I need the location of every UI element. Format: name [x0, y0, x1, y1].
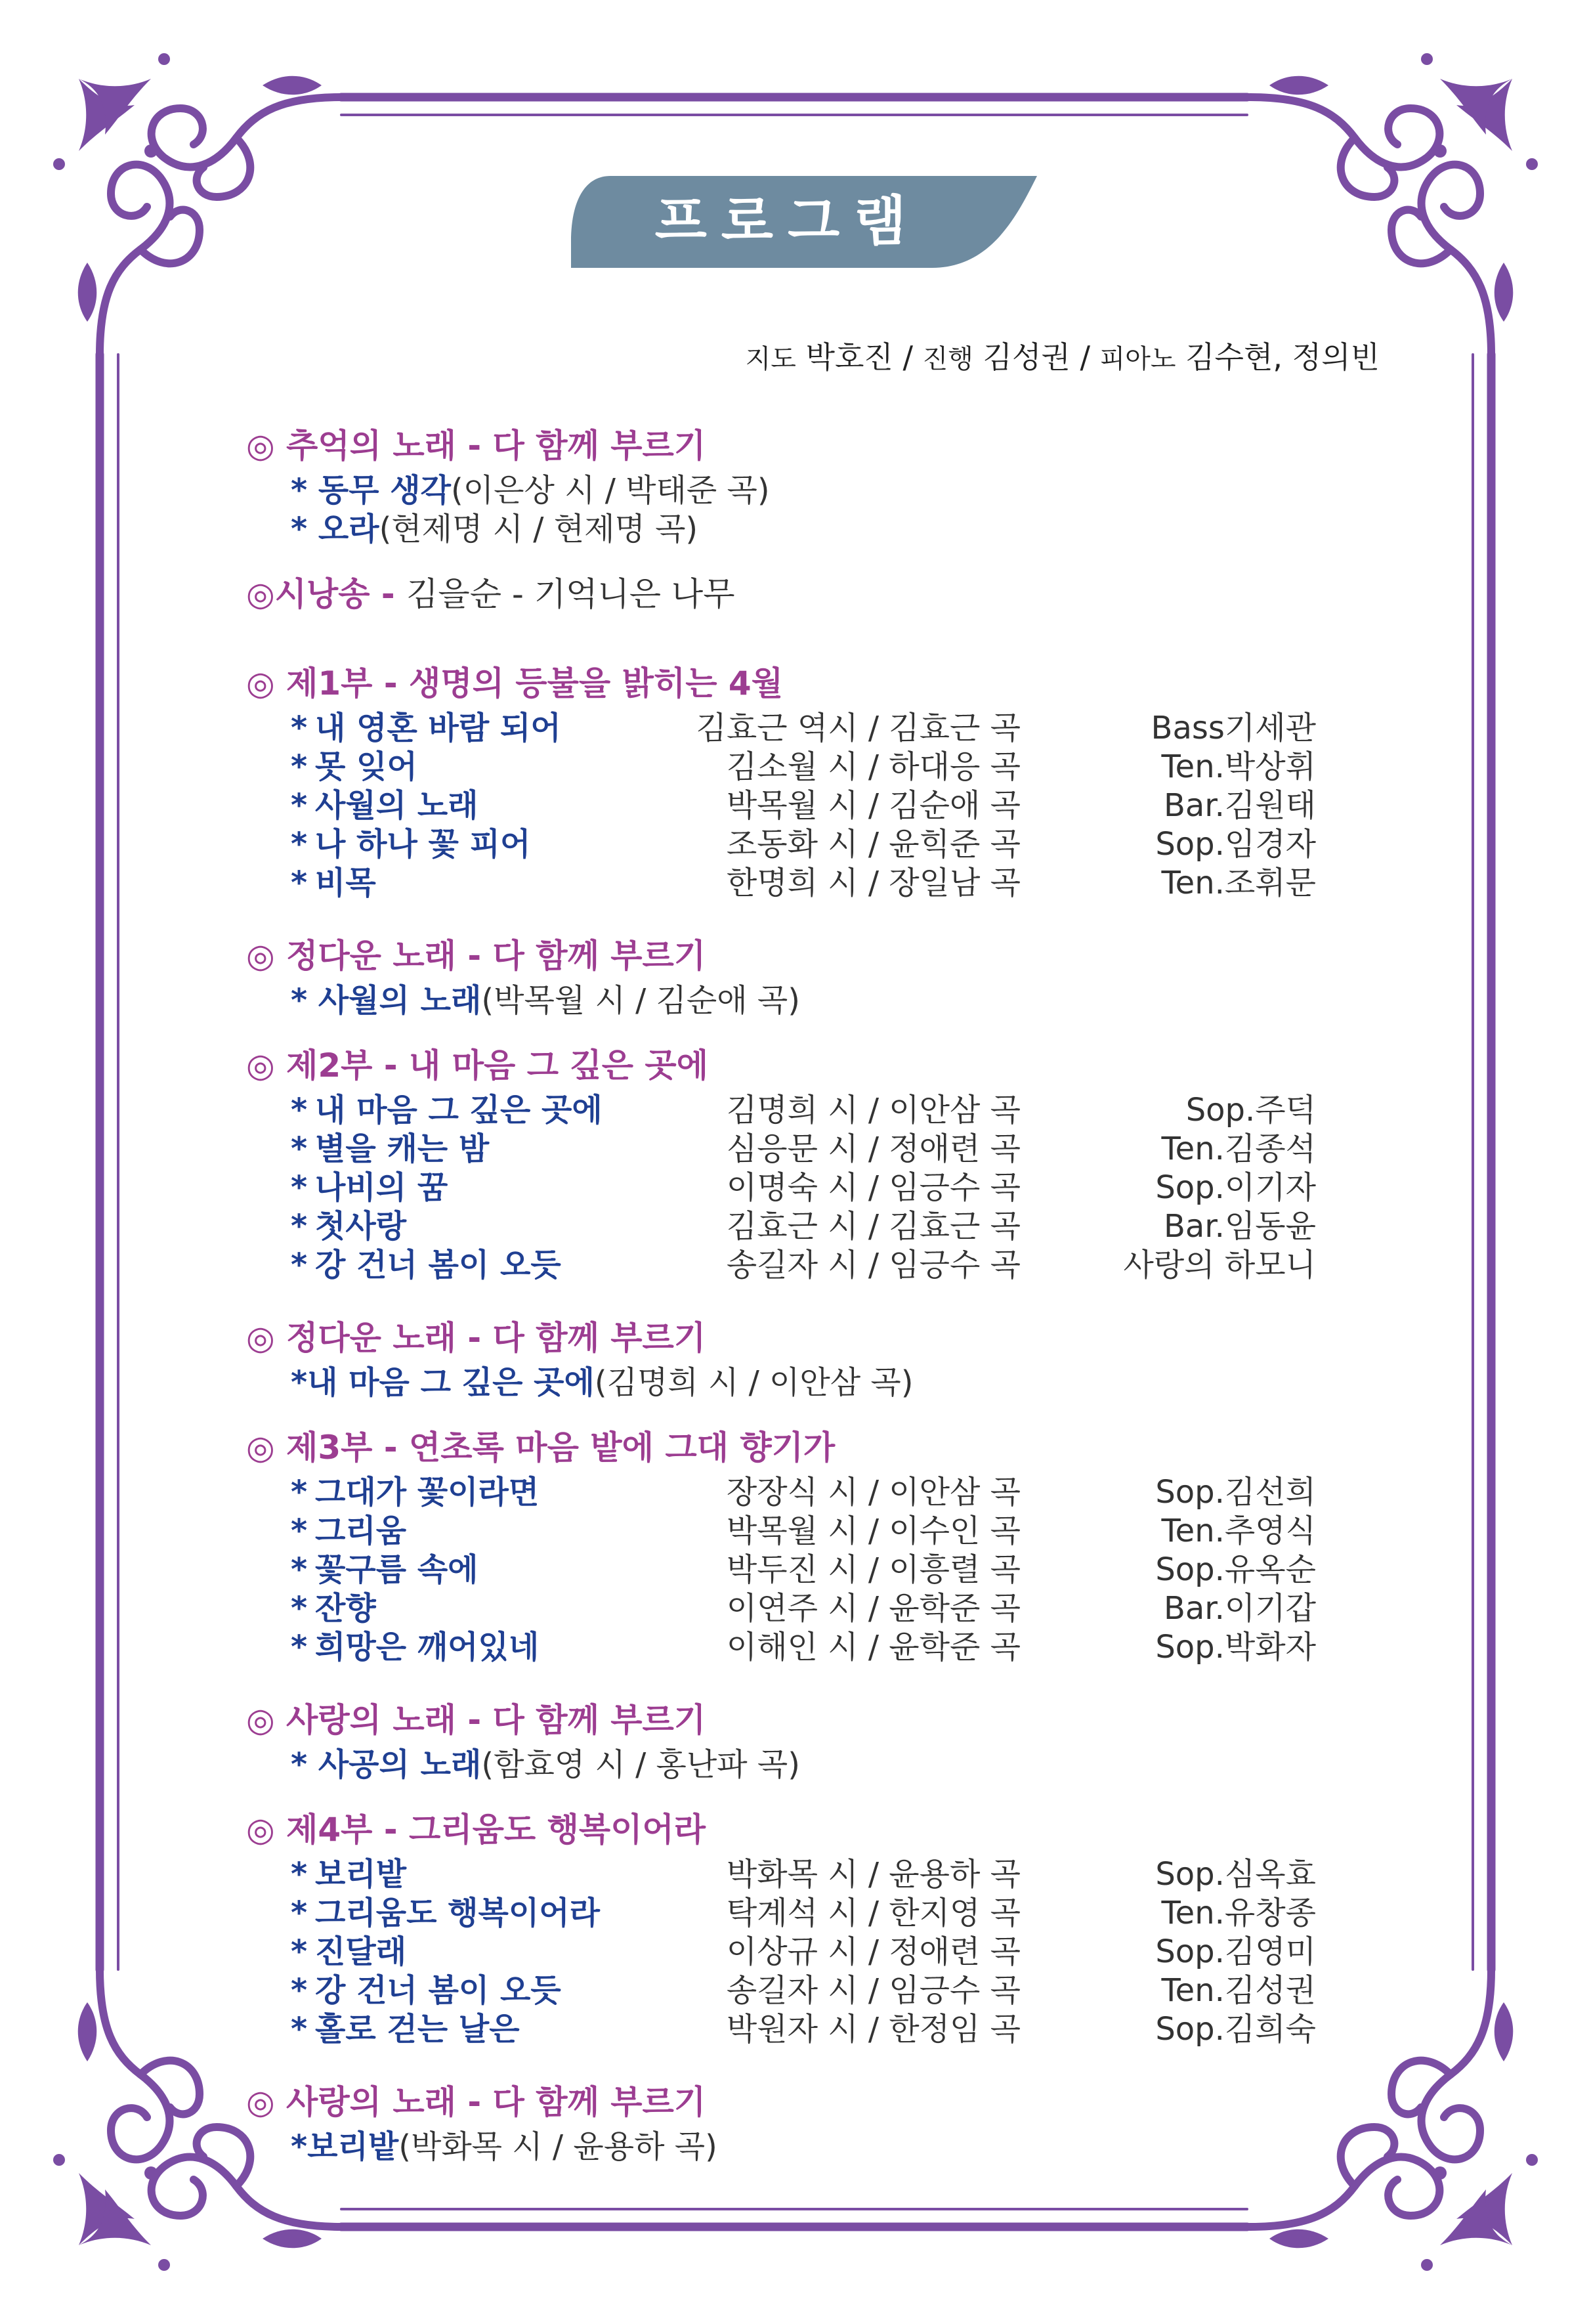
section-title-text: ◎시낭송 -	[246, 575, 395, 613]
song-name: 강 건너 봄이 오듯	[315, 1247, 561, 1283]
song-credit: 심응문 시 / 정애련 곡	[726, 1130, 1021, 1167]
section-title	[246, 569, 1362, 620]
song-credit: 송길자 시 / 임긍수 곡	[726, 1972, 1021, 2009]
song-info: (김명희 시 / 이안삼 곡)	[594, 1364, 914, 1401]
song-name: 못 잊어	[315, 748, 417, 785]
song-name: 그리움도 행복이어라	[315, 1895, 601, 1931]
song-credit: 박화목 시 / 윤용하 곡	[726, 1856, 1021, 1893]
performer: Sop.김영미	[1155, 1933, 1316, 1970]
song-credit: 이상규 시 / 정애련 곡	[726, 1933, 1021, 1970]
performer: 사랑의 하모니	[1123, 1247, 1316, 1283]
song-credit: 김효근 역시 / 김효근 곡	[696, 710, 1021, 746]
performer: Sop.김선희	[1155, 1474, 1316, 1511]
song-info: (박화목 시 / 윤용하 곡)	[398, 2128, 717, 2165]
performer: Sop.김희숙	[1155, 2011, 1316, 2048]
section-title: ◎ 제3부 - 연초록 마음 밭에 그대 향기가	[246, 1429, 836, 1467]
song-info: (이은상 시 / 박태준 곡)	[451, 472, 770, 509]
song-name: 내 마음 그 깊은 곳에	[315, 1092, 603, 1129]
performer: Sop.임경자	[1155, 826, 1316, 863]
singalong-song	[246, 981, 1362, 1020]
section-title: ◎ 추억의 노래 - 다 함께 부르기	[246, 427, 706, 465]
song-name: 희망은 깨어있네	[315, 1629, 540, 1666]
section-title: ◎ 제1부 - 생명의 등불을 밝히는 4월	[246, 664, 784, 702]
song-row: * 홀로 걷는 날은 박원자 시 / 한정임 곡 Sop.김희숙	[291, 2011, 1316, 2048]
page-title: 프로그램	[654, 190, 921, 253]
section-title: ◎ 사랑의 노래 - 다 함께 부르기	[246, 1701, 706, 1739]
song-row: * 비목 한명희 시 / 장일남 곡 Ten.조휘문	[291, 865, 1316, 901]
song-name: 그리움	[315, 1513, 407, 1549]
performer: Sop.이기자	[1155, 1169, 1316, 1206]
song-row: * 내 마음 그 깊은 곳에 김명희 시 / 이안삼 곡 Sop.주덕	[291, 1092, 1316, 1129]
song-credit: 박두진 시 / 이흥렬 곡	[726, 1551, 1021, 1588]
song-name: * 사월의 노래	[291, 982, 482, 1019]
performer: Ten.김성권	[1161, 1972, 1316, 2009]
song-row: * 나비의 꿈 이명숙 시 / 임긍수 곡 Sop.이기자	[291, 1169, 1316, 1206]
song-name: 나비의 꿈	[315, 1169, 448, 1206]
song-row: * 그대가 꽃이라면 장장식 시 / 이안삼 곡 Sop.김선희	[291, 1474, 1316, 1511]
song-credit: 송길자 시 / 임긍수 곡	[726, 1247, 1021, 1283]
song-credit: 조동화 시 / 윤힉준 곡	[726, 826, 1021, 863]
credit-role: 피아노	[1099, 344, 1176, 374]
performer: Bass기세관	[1151, 710, 1316, 746]
song-credit: 박목월 시 / 김순애 곡	[726, 787, 1021, 824]
song-credit: 박원자 시 / 한정임 곡	[726, 2011, 1021, 2048]
song-name: *내 마음 그 깊은 곳에	[291, 1364, 595, 1401]
credit-role: 진행	[922, 344, 973, 374]
song-credit: 탁계석 시 / 한지영 곡	[726, 1895, 1021, 1931]
performer: Sop.유옥순	[1155, 1551, 1316, 1588]
song-row: * 그리움 박목월 시 / 이수인 곡 Ten.추영식	[291, 1513, 1316, 1549]
performer: Bar.이기갑	[1163, 1590, 1316, 1627]
song-credit: 한명희 시 / 장일남 곡	[726, 865, 1021, 901]
song-row: * 못 잊어 김소월 시 / 하대응 곡 Ten.박상휘	[291, 748, 1316, 785]
song-name: 보리밭	[315, 1856, 407, 1893]
song-credit: 이해인 시 / 윤학준 곡	[726, 1629, 1021, 1666]
credit-name: 박호진	[805, 339, 893, 375]
song-credit: 김효근 시 / 김효근 곡	[726, 1208, 1021, 1245]
song-row: * 보리밭 박화목 시 / 윤용하 곡 Sop.심옥효	[291, 1856, 1316, 1893]
song-row: * 그리움도 행복이어라 탁계석 시 / 한지영 곡 Ten.유창종	[291, 1895, 1316, 1931]
performer: Ten.추영식	[1161, 1513, 1316, 1549]
performer: Sop.박화자	[1155, 1629, 1316, 1666]
performer: Bar.김원태	[1163, 787, 1316, 824]
song-info: (함효영 시 / 홍난파 곡)	[481, 1746, 800, 1783]
credit-role: 지도	[745, 344, 796, 374]
singalong-song	[246, 471, 1362, 510]
singalong-song	[246, 510, 1362, 549]
song-name: 그대가 꽃이라면	[315, 1474, 540, 1511]
credit-name: 김수현, 정의빈	[1185, 339, 1380, 375]
song-row: * 첫사랑 김효근 시 / 김효근 곡 Bar.임동윤	[291, 1208, 1316, 1245]
section-title: ◎ 사랑의 노래 - 다 함께 부르기	[246, 2083, 706, 2121]
song-credit: 이명숙 시 / 임긍수 곡	[726, 1169, 1021, 1206]
song-name: * 동무 생각	[291, 472, 451, 509]
song-row: * 잔향 이연주 시 / 윤학준 곡 Bar.이기갑	[291, 1590, 1316, 1627]
section-title: ◎ 정다운 노래 - 다 함께 부르기	[246, 937, 706, 975]
singalong-song	[246, 1746, 1362, 1784]
section-title: ◎ 제2부 - 내 마음 그 깊은 곳에	[246, 1046, 709, 1085]
song-row: * 강 건너 봄이 오듯 송길자 시 / 임긍수 곡 사랑의 하모니	[291, 1247, 1316, 1283]
song-credit: 김소월 시 / 하대응 곡	[726, 748, 1021, 785]
performer: Ten.박상휘	[1161, 748, 1316, 785]
song-credit: 이연주 시 / 윤학준 곡	[726, 1590, 1021, 1627]
poem-info: 김을순 - 기억니은 나무	[406, 575, 735, 613]
song-name: 나 하나 꽃 피어	[315, 826, 531, 863]
song-row: * 진달래 이상규 시 / 정애련 곡 Sop.김영미	[291, 1933, 1316, 1970]
song-name: 꽃구름 속에	[315, 1551, 478, 1588]
section-title: ◎ 정다운 노래 - 다 함께 부르기	[246, 1319, 706, 1357]
performer: Sop.주덕	[1185, 1092, 1316, 1129]
section-title: ◎ 제4부 - 그리움도 행복이어라	[246, 1811, 706, 1849]
credits-line: 지도 박호진 / 진행 김성권 / 피아노 김수현, 정의빈	[745, 339, 1380, 375]
song-credit: 김명희 시 / 이안삼 곡	[726, 1092, 1021, 1129]
song-row: * 별을 캐는 밤 심응문 시 / 정애련 곡 Ten.김종석	[291, 1130, 1316, 1167]
song-name: 비목	[315, 865, 376, 901]
song-name: 홀로 걷는 날은	[315, 2011, 520, 2048]
performer: Ten.유창종	[1161, 1895, 1316, 1931]
song-row: * 나 하나 꽃 피어 조동화 시 / 윤힉준 곡 Sop.임경자	[291, 826, 1316, 863]
song-name: 사월의 노래	[315, 787, 478, 824]
credit-name: 김성권	[983, 339, 1071, 375]
song-info: (박목월 시 / 김순애 곡)	[481, 982, 800, 1019]
song-name: 진달래	[315, 1933, 407, 1970]
performer: Ten.조휘문	[1161, 865, 1316, 901]
song-name: 잔향	[315, 1590, 376, 1627]
song-row: * 사월의 노래 박목월 시 / 김순애 곡 Bar.김원태	[291, 787, 1316, 824]
song-row: * 희망은 깨어있네 이해인 시 / 윤학준 곡 Sop.박화자	[291, 1629, 1316, 1666]
performer: Bar.임동윤	[1163, 1208, 1316, 1245]
song-name: * 사공의 노래	[291, 1746, 482, 1783]
song-name: * 오라	[291, 511, 379, 548]
song-name: 첫사랑	[315, 1208, 407, 1245]
performer: Sop.심옥효	[1155, 1856, 1316, 1893]
song-name: 내 영혼 바람 되어	[315, 710, 561, 746]
song-row: * 꽃구름 속에 박두진 시 / 이흥렬 곡 Sop.유옥순	[291, 1551, 1316, 1588]
song-credit: 장장식 시 / 이안삼 곡	[726, 1474, 1021, 1511]
song-name: *보리밭	[291, 2128, 399, 2165]
song-name: 강 건너 봄이 오듯	[315, 1972, 561, 2009]
song-row: * 강 건너 봄이 오듯 송길자 시 / 임긍수 곡 Ten.김성권	[291, 1972, 1316, 2009]
song-info: (현제명 시 / 현제명 곡)	[379, 511, 698, 548]
program-list	[246, 420, 1362, 2166]
song-row: * 내 영혼 바람 되어 김효근 역시 / 김효근 곡 Bass기세관	[291, 710, 1316, 746]
song-name: 별을 캐는 밤	[315, 1130, 490, 1167]
singalong-song	[246, 1364, 1362, 1402]
singalong-song	[246, 2128, 1362, 2166]
performer: Ten.김종석	[1161, 1130, 1316, 1167]
song-credit: 박목월 시 / 이수인 곡	[726, 1513, 1021, 1549]
